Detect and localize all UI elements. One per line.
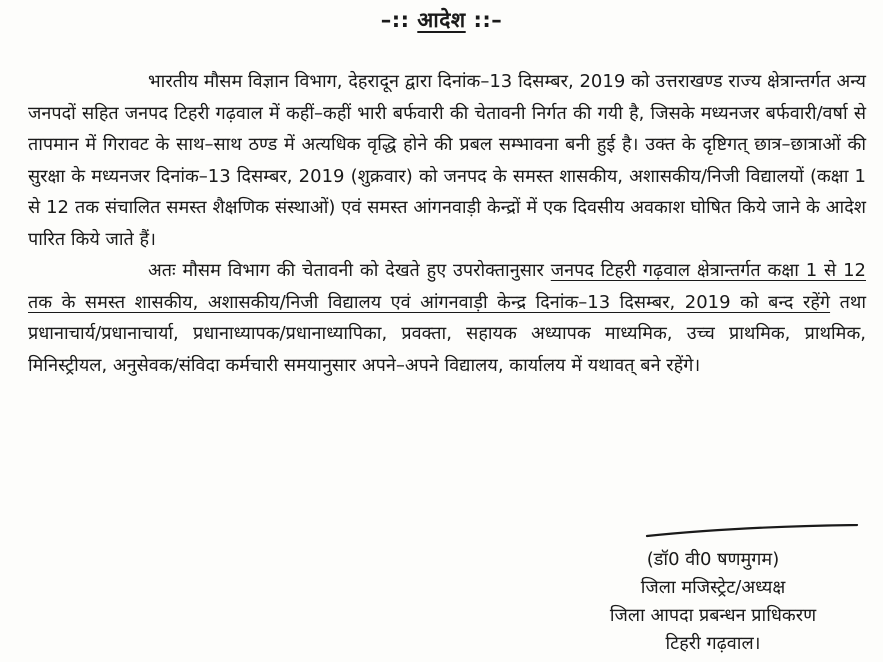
heading-title: आदेश xyxy=(417,8,466,32)
closure-underlined-text: जनपद टिहरी गढ़वाल क्षेत्रान्तर्गत कक्षा 1 से 12 तक के समस्त शासकीय, अशासकीय/निजी विद्यालय एवं आंगनवाड़ी केन्द्र दिनांक–13 दिसम्बर, 2019 को बन्द रहेंगे xyxy=(28,260,866,313)
signatory-district: टिहरी गढ़वाल। xyxy=(665,633,761,654)
heading-left-mark: –:: xyxy=(380,8,418,32)
heading-right-mark: ::– xyxy=(465,8,503,32)
signatory-designation: जिला मजिस्ट्रेट/अध्यक्ष xyxy=(640,577,786,598)
signature-block xyxy=(563,546,863,658)
closure-intro-text: अतः मौसम विभाग की चेतावनी को देखते हुए उपरोक्तानुसार xyxy=(148,260,551,281)
order-body xyxy=(28,66,866,381)
paragraph-weather-warning: भारतीय मौसम विज्ञान विभाग, देहरादून द्वारा दिनांक–13 दिसम्बर, 2019 को उत्तराखण्ड राज्य क्षेत्रान्तर्गत अन्य जनपदों सहित जनपद टिहरी गढ़वाल में कहीं–कहीं भारी बर्फवारी की चेतावनी निर्गत की गयी है, जिसके मध्यनजर बर्फवारी/वर्षा से तापमान में गिरावट के साथ–साथ ठण्ड में अत्यधिक वृद्धि होने की प्रबल सम्भावना बनी हुई है। उक्त के दृष्टिगत् छात्र–छात्राओं की सुरक्षा के मध्यनजर दिनांक–13 दिसम्बर, 2019 (शुक्रवार) को जनपद के समस्त शासकीय, अशासकीय/निजी विद्यालयों (कक्षा 1 से 12 तक संचालित समस्त शैक्षणिक संस्थाओं) एवं समस्त आंगनवाड़ी केन्द्रों में एक दिवसीय अवकाश घोषित किये जाने के आदेश पारित किये जाते हैं। xyxy=(28,71,866,250)
signatory-authority: जिला आपदा प्रबन्धन प्राधिकरण xyxy=(609,605,817,626)
paragraph-closure-order xyxy=(28,255,866,381)
signature-stroke xyxy=(645,524,860,538)
closure-rest-text: तथा प्रधानाचार्य/प्रधानाचार्या, प्रधानाध्यापक/प्रधानाध्यापिका, प्रवक्ता, सहायक अध्यापक माध्यमिक, उच्च प्राथमिक, प्राथमिक, मिनिस्ट्रीयल, अनुसेवक/संविदा कर्मचारी समयानुसार अपने–अपने विद्यालय, कार्यालय में यथावत् बने रहेंगे। xyxy=(28,291,866,376)
order-heading xyxy=(0,6,883,34)
signatory-name: (डॉ0 वी0 षणमुगम) xyxy=(646,549,780,570)
